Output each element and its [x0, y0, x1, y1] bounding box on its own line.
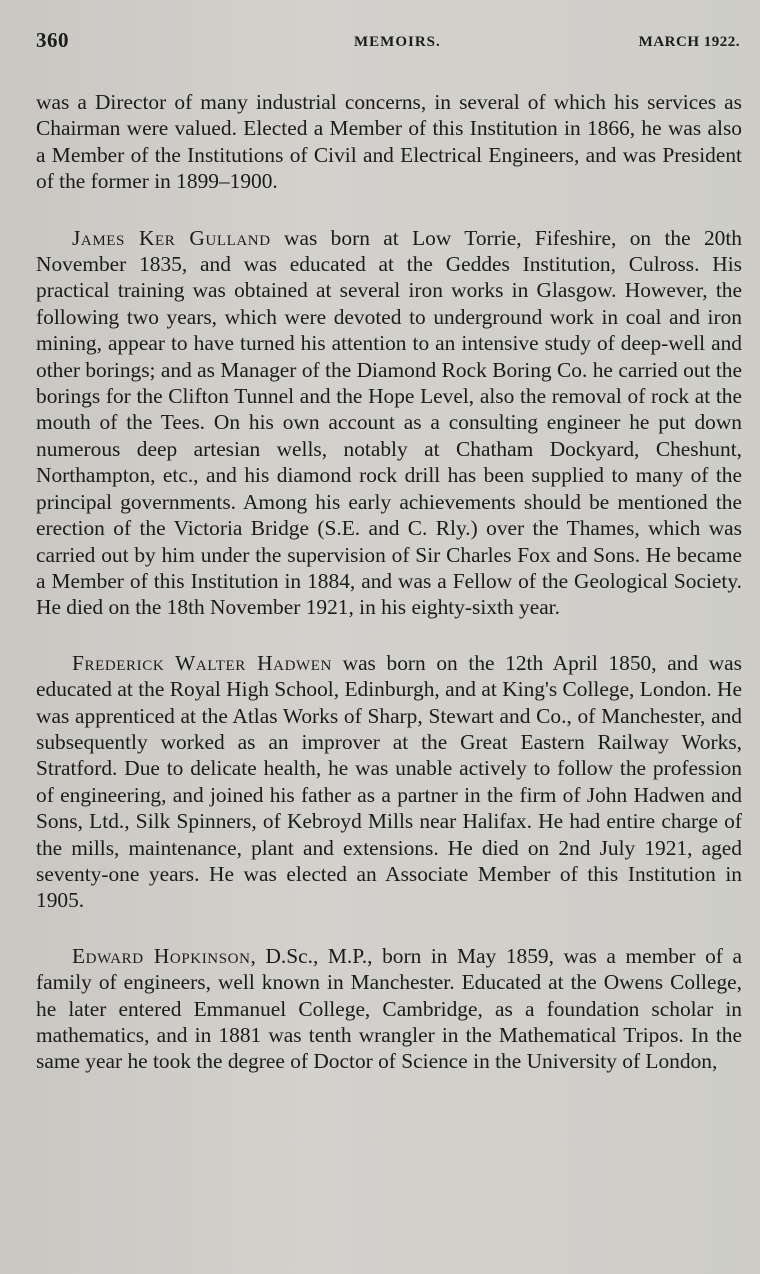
paragraph-text: was born on the 12th April 1850, and was educated at the Royal High School, Edinburgh, and at King's College, London. He was apprenticed at the Atlas Works of Sharp, Stewart and Co., of Manchester, and subsequently worked as an improver at the Great Eastern Railway Works, Stratford. Due to delicate health, he was unable actively to follow the profession of engineering, and joined his father as a partner in the firm of John Hadwen and Sons, Ltd., Silk Spinners, of Kebroyd Mills near Halifax. He had entire charge of the mills, maintenance, plant and extensions. He died on 2nd July 1921, aged seventy-one years. He was elected an Associate Member of this Institution in 1905. — [36, 650, 742, 913]
memoir-hopkinson — [36, 943, 742, 1075]
running-head: MEMOIRS. — [354, 34, 441, 50]
continued-paragraph — [36, 89, 742, 195]
header-date: MARCH 1922. — [638, 34, 740, 50]
memoir-name: Frederick Walter Hadwen — [72, 650, 332, 675]
page-header — [36, 28, 740, 58]
memoir-name: Edward Hopkinson — [72, 943, 251, 968]
paragraph-text: was a Director of many industrial concerns, in several of which his services as Chairman were valued. Elected a Member of this Institution in 1866, he was also a Member of the Institutions of Civil and Electrical Engineers, and was President of the former in 1899–1900. — [36, 90, 742, 194]
paragraph-text: was born at Low Torrie, Fifeshire, on the 20th November 1835, and was educated at the Geddes Institution, Culross. His practical training was obtained at several iron works in Glasgow. However, the following two years, which were devoted to underground work in coal and iron mining, appear to have turned his attention to an intensive study of deep-well and other borings; and as Manager of the Diamond Rock Boring Co. he carried out the borings for the Clifton Tunnel and the Hope Level, also the removal of rock at the mouth of the Tees. On his own account as a consulting engineer he put down numerous deep artesian wells, notably at Chatham Dockyard, Cheshunt, Northampton, etc., and his diamond rock drill has been supplied to many of the principal governments. Among his early achievements should be mentioned the erection of the Victoria Bridge (S.E. and C. Rly.) over the Thames, which was carried out by him under the supervision of Sir Charles Fox and Sons. He became a Member of this Institution in 1884, and was a Fellow of the Geological Society. He died on the 18th November 1921, in his eighty-sixth year. — [36, 225, 742, 620]
memoir-gulland — [36, 225, 742, 621]
memoir-name: James Ker Gulland — [72, 225, 271, 250]
memoir-hadwen — [36, 650, 742, 914]
paragraph-text: , D.Sc., M.P., born in May 1859, was a member of a family of engineers, well known in Manchester. Educated at the Owens College, he later entered Emmanuel College, Cambridge, as a foundation scholar in mathematics, and in 1881 was tenth wrangler in the Mathematical Tripos. In the same year he took the degree of Doctor of Science in the University of London, — [36, 943, 742, 1074]
page-number: 360 — [36, 28, 69, 52]
page-body — [36, 89, 742, 1104]
